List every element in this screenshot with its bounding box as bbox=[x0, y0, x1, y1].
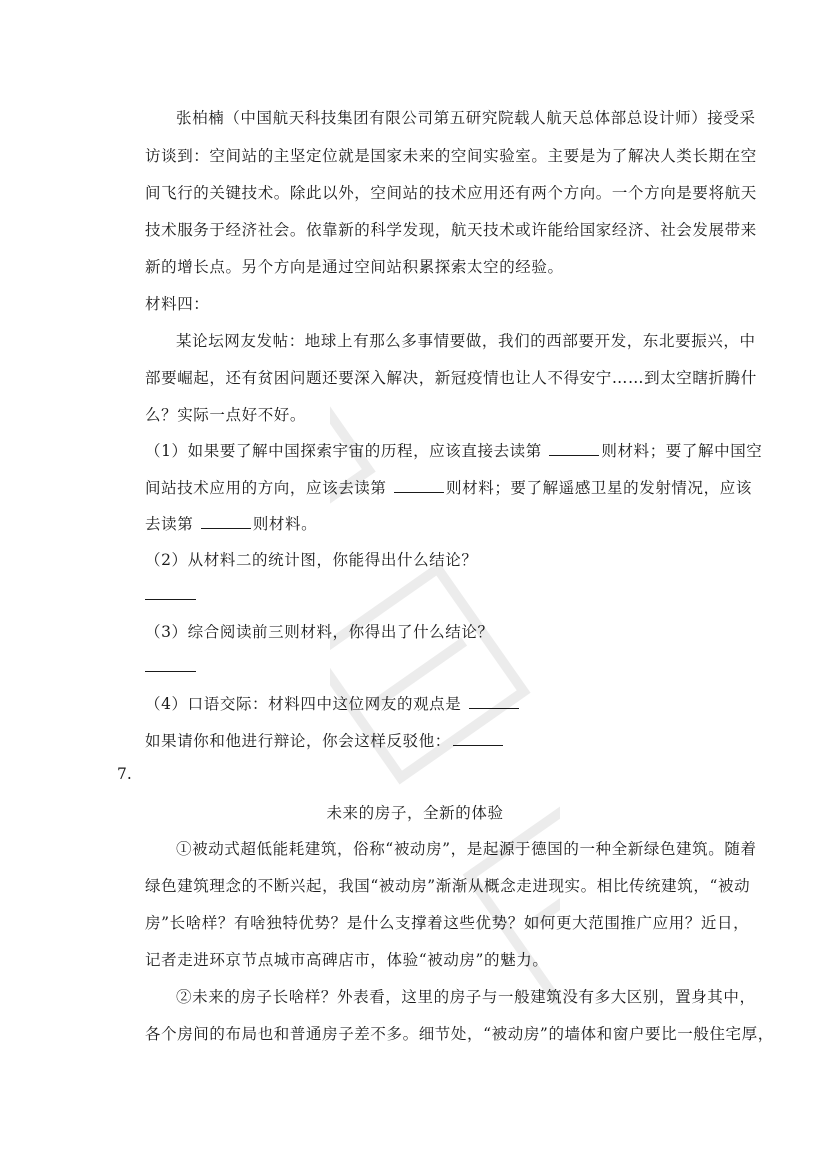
q4-text-1: （4）口语交际：材料四中这位网友的观点是 bbox=[145, 695, 467, 713]
question-1-line-3 bbox=[145, 514, 705, 534]
q1-text-2a: 间站技术应用的方向，应该去读第 bbox=[145, 479, 393, 497]
q1-blank-3[interactable] bbox=[201, 514, 251, 529]
q4-text-2: 如果请你和他进行辩论，你会这样反驳他： bbox=[145, 732, 451, 750]
question-4-line-2 bbox=[145, 731, 705, 751]
q1-text-3a: 去读第 bbox=[145, 515, 199, 533]
material4-line-2: 部要崛起，还有贫困问题还要深入解决，新冠疫情也让人不得安宁……到太空瞎折腾什 bbox=[145, 369, 757, 387]
question-7-number: 7. bbox=[117, 765, 132, 783]
q1-text-1b: 则材料；要了解中国空 bbox=[601, 442, 763, 460]
q3-answer-line[interactable] bbox=[145, 671, 196, 672]
q4-blank-1[interactable] bbox=[469, 694, 519, 709]
q1-blank-1[interactable] bbox=[549, 441, 599, 456]
q1-text-3b: 则材料。 bbox=[252, 515, 318, 533]
article-para1-line-2: 绿色建筑理念的不断兴起，我国“被动房”渐渐从概念走进现实。相比传统建筑，“被动 bbox=[145, 877, 751, 895]
material4-heading: 材料四： bbox=[145, 295, 210, 313]
question-2: （2）从材料二的统计图，你能得出什么结论？ bbox=[145, 551, 478, 569]
material4-line-3: 么？实际一点好不好。 bbox=[145, 406, 307, 424]
material3-line-5: 新的增长点。另个方向是通过空间站积累探索太空的经验。 bbox=[145, 258, 564, 276]
article-para1-line-4: 记者走进环京节点城市高碑店市，体验“被动房”的魅力。 bbox=[145, 951, 549, 969]
material3-line-2: 访谈到：空间站的主坚定位就是国家未来的空间实验室。主要是为了解决人类长期在空 bbox=[145, 147, 757, 165]
article-para1-line-3: 房”长啥样？有啥独特优势？是什么支撑着这些优势？如何更大范围推广应用？近日， bbox=[145, 914, 750, 932]
q4-blank-2[interactable] bbox=[453, 731, 503, 746]
q2-answer-line[interactable] bbox=[145, 599, 196, 600]
question-3: （3）综合阅读前三则材料，你得出了什么结论？ bbox=[145, 623, 494, 641]
q1-text-2b: 则材料；要了解遥感卫星的发射情况，应该 bbox=[446, 479, 752, 497]
question-1-line-2 bbox=[145, 478, 752, 498]
article-para2-line-2: 各个房间的布局也和普通房子差不多。细节处，“被动房”的墙体和窗户要比一般住宅厚， bbox=[145, 1025, 774, 1043]
material3-line-1: 张柏楠（中国航天科技集团有限公司第五研究院载人航天总体部总设计师）接受采 bbox=[176, 109, 756, 127]
article-title: 未来的房子，全新的体验 bbox=[326, 804, 504, 822]
material3-line-4: 技术服务于经济社会。依靠新的科学发现，航天技术或许能给国家经济、社会发展带来 bbox=[145, 221, 757, 239]
article-para2-line-1: ②未来的房子长啥样？外表看，这里的房子与一般建筑没有多大区别，置身其中， bbox=[176, 988, 756, 1006]
article-para1-line-1: ①被动式超低能耗建筑，俗称“被动房”，是起源于德国的一种全新绿色建筑。随着 bbox=[176, 840, 757, 858]
q1-blank-2[interactable] bbox=[394, 478, 444, 493]
question-1-line-1 bbox=[145, 441, 763, 461]
material4-line-1: 某论坛网友发帖：地球上有那么多事情要做，我们的西部要开发，东北要振兴，中 bbox=[176, 332, 756, 350]
q1-text-1a: （1）如果要了解中国探索宇宙的历程，应该直接去读第 bbox=[145, 442, 548, 460]
question-4-line-1 bbox=[145, 694, 705, 714]
material3-line-3: 间飞行的关键技术。除此以外，空间站的技术应用还有两个方向。一个方向是要将航天 bbox=[145, 184, 757, 202]
